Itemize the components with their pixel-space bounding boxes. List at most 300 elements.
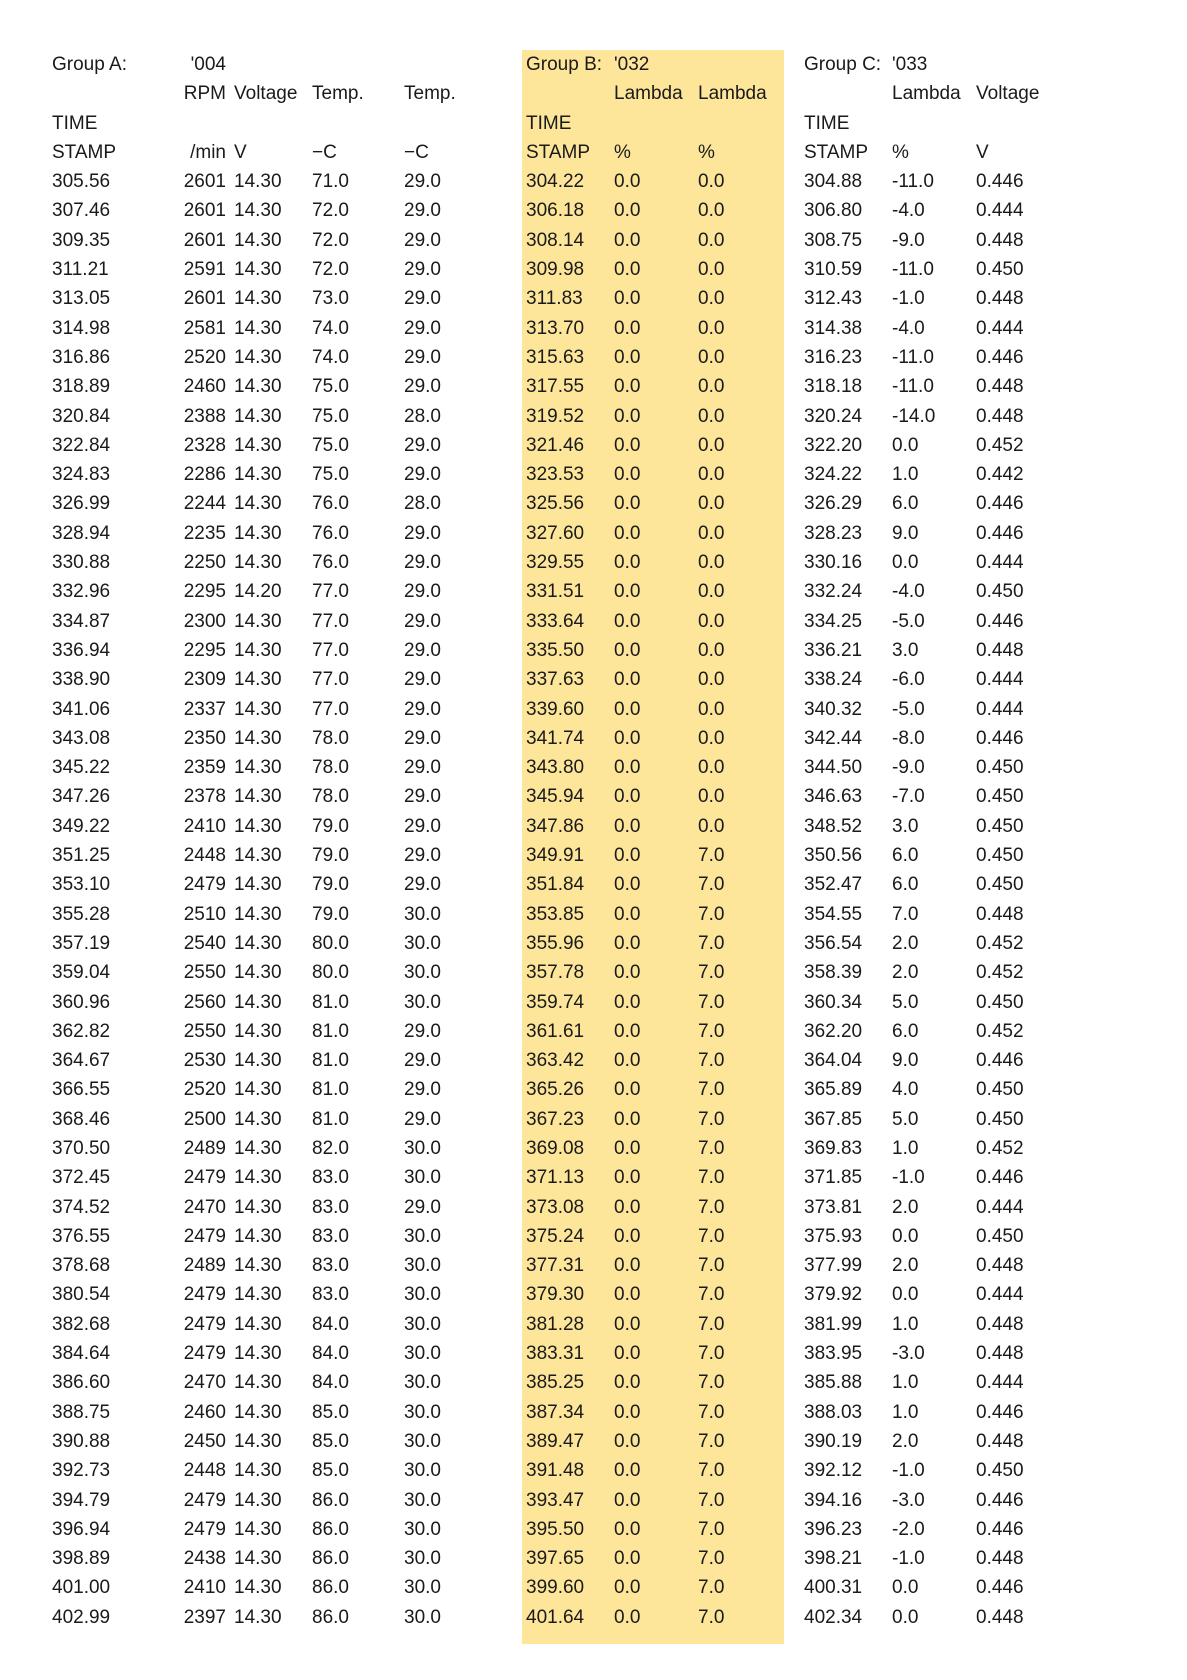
- table-cell: 2397: [183, 1606, 226, 1628]
- table-cell: 390.88: [52, 1430, 111, 1452]
- table-cell: 78.0: [312, 727, 349, 749]
- table-cell: -3.0: [892, 1343, 925, 1365]
- table-cell: 7.0: [698, 1284, 725, 1306]
- table-cell: 7.0: [698, 1255, 725, 1277]
- table-cell: 0.0: [698, 200, 725, 222]
- table-cell: 14.30: [234, 464, 282, 486]
- table-cell: 0.444: [976, 552, 1024, 574]
- table-cell: 2479: [183, 1343, 226, 1365]
- table-cell: 4.0: [892, 1079, 919, 1101]
- table-row: [522, 1515, 778, 1544]
- table-cell: 0.0: [892, 1606, 919, 1628]
- table-cell: 0.0: [614, 493, 641, 515]
- table-cell: 351.25: [52, 845, 111, 867]
- table-cell: 359.04: [52, 962, 111, 984]
- table-cell: 324.22: [804, 464, 863, 486]
- table-cell: 359.74: [526, 991, 585, 1013]
- table-row: [522, 841, 778, 870]
- table-cell: 2540: [183, 932, 226, 954]
- table-cell: 2510: [183, 903, 226, 925]
- table-cell: 339.60: [526, 698, 585, 720]
- table-cell: 0.0: [614, 1196, 641, 1218]
- table-cell: 362.20: [804, 1020, 863, 1042]
- table-cell: 0.448: [976, 376, 1024, 398]
- table-row: [522, 489, 778, 518]
- table-row: [522, 724, 778, 753]
- table-cell: 0.446: [976, 727, 1024, 749]
- table-cell: 2591: [183, 259, 226, 281]
- table-cell: 0.0: [614, 786, 641, 808]
- table-cell: 6.0: [892, 1020, 919, 1042]
- table-cell: 0.0: [614, 1430, 641, 1452]
- table-row: [522, 167, 778, 196]
- table-row: [48, 812, 488, 841]
- table-row: [800, 900, 1056, 929]
- table-cell: 82.0: [312, 1137, 349, 1159]
- table-cell: 373.81: [804, 1196, 863, 1218]
- table-cell: 363.42: [526, 1050, 585, 1072]
- table-cell: 14.30: [234, 1577, 282, 1599]
- table-cell: -5.0: [892, 698, 925, 720]
- table-cell: 0.0: [614, 1020, 641, 1042]
- table-row: [522, 402, 778, 431]
- table-cell: 2250: [183, 552, 226, 574]
- table-cell: 344.50: [804, 757, 863, 779]
- table-row: [522, 665, 778, 694]
- table-row: [800, 402, 1056, 431]
- table-cell: 2286: [183, 464, 226, 486]
- table-row: [48, 196, 488, 225]
- table-cell: 5.0: [892, 1108, 919, 1130]
- table-cell: 312.43: [804, 288, 863, 310]
- table-row: [522, 988, 778, 1017]
- table-cell: -4.0: [892, 581, 925, 603]
- table-row: [800, 636, 1056, 665]
- table-cell: -14.0: [892, 405, 936, 427]
- table-cell: 323.53: [526, 464, 585, 486]
- table-cell: 74.0: [312, 346, 349, 368]
- table-cell: 332.24: [804, 581, 863, 603]
- table-row: [522, 1573, 778, 1602]
- table-cell: 2560: [183, 991, 226, 1013]
- table-row: [48, 841, 488, 870]
- table-cell: 347.26: [52, 786, 111, 808]
- table-cell: 381.28: [526, 1313, 585, 1335]
- table-row: [800, 1222, 1056, 1251]
- table-cell: 0.444: [976, 1372, 1024, 1394]
- table-row: [48, 1544, 488, 1573]
- table-cell: 86.0: [312, 1489, 349, 1511]
- table-row: [522, 1163, 778, 1192]
- table-cell: 0.0: [698, 727, 725, 749]
- table-cell: 0.450: [976, 757, 1024, 779]
- table-row: [48, 284, 488, 313]
- table-cell: 365.89: [804, 1079, 863, 1101]
- table-cell: 0.452: [976, 932, 1024, 954]
- table-cell: 14.30: [234, 1430, 282, 1452]
- table-cell: 2479: [183, 1167, 226, 1189]
- table-cell: 7.0: [698, 1196, 725, 1218]
- table-row: [48, 372, 488, 401]
- table-cell: 0.450: [976, 991, 1024, 1013]
- table-cell: 0.0: [698, 259, 725, 281]
- table-cell: 322.20: [804, 434, 863, 456]
- table-cell: 30.0: [404, 903, 441, 925]
- table-cell: 7.0: [698, 1079, 725, 1101]
- header-cell: [308, 50, 400, 79]
- table-cell: 2520: [183, 346, 226, 368]
- table-cell: 6.0: [892, 493, 919, 515]
- table-cell: 0.0: [698, 610, 725, 632]
- table-cell: 0.0: [614, 552, 641, 574]
- table-cell: 2378: [183, 786, 226, 808]
- table-cell: 0.0: [614, 1343, 641, 1365]
- table-cell: 362.82: [52, 1020, 111, 1042]
- table-row: [48, 402, 488, 431]
- table-cell: 0.0: [892, 1577, 919, 1599]
- table-row: [522, 1105, 778, 1134]
- header-cell: STAMP: [526, 141, 591, 163]
- table-row: [800, 1251, 1056, 1280]
- table-cell: 7.0: [698, 932, 725, 954]
- table-cell: 386.60: [52, 1372, 111, 1394]
- table-cell: 14.30: [234, 1020, 282, 1042]
- table-cell: 0.450: [976, 1079, 1024, 1101]
- table-cell: 7.0: [698, 1430, 725, 1452]
- table-cell: 388.75: [52, 1401, 111, 1423]
- table-cell: 383.95: [804, 1343, 863, 1365]
- table-cell: 332.96: [52, 581, 111, 603]
- table-cell: 14.30: [234, 1196, 282, 1218]
- table-cell: 0.0: [698, 698, 725, 720]
- table-cell: 0.452: [976, 962, 1024, 984]
- table-cell: 14.30: [234, 1108, 282, 1130]
- table-cell: 383.31: [526, 1343, 585, 1365]
- table-cell: 29.0: [404, 1196, 441, 1218]
- table-cell: 2309: [183, 669, 226, 691]
- table-cell: 0.0: [614, 1079, 641, 1101]
- table-row: [522, 607, 778, 636]
- header-cell: %: [698, 141, 715, 163]
- table-cell: 7.0: [698, 1167, 725, 1189]
- table-cell: -4.0: [892, 317, 925, 339]
- table-cell: 337.63: [526, 669, 585, 691]
- table-cell: 7.0: [698, 991, 725, 1013]
- table-cell: 0.450: [976, 786, 1024, 808]
- table-cell: 2460: [183, 1401, 226, 1423]
- table-cell: 29.0: [404, 346, 441, 368]
- table-row: [48, 958, 488, 987]
- table-cell: 80.0: [312, 932, 349, 954]
- table-cell: 7.0: [698, 1548, 725, 1570]
- table-cell: 14.30: [234, 932, 282, 954]
- table-cell: 342.44: [804, 727, 863, 749]
- header-row: [522, 109, 778, 138]
- table-row: [800, 489, 1056, 518]
- table-cell: 14.30: [234, 727, 282, 749]
- table-row: [48, 1515, 488, 1544]
- table-cell: 0.0: [698, 581, 725, 603]
- table-cell: 14.30: [234, 786, 282, 808]
- table-row: [522, 753, 778, 782]
- table-cell: 72.0: [312, 200, 349, 222]
- table-cell: 7.0: [698, 1343, 725, 1365]
- table-cell: 30.0: [404, 1489, 441, 1511]
- table-cell: 14.30: [234, 200, 282, 222]
- table-row: [522, 1280, 778, 1309]
- table-row: [48, 870, 488, 899]
- table-row: [48, 753, 488, 782]
- header-row: [522, 138, 778, 167]
- table-cell: 6.0: [892, 845, 919, 867]
- header-cell: Temp.: [404, 83, 456, 105]
- table-cell: 0.0: [614, 1313, 641, 1335]
- table-cell: 30.0: [404, 1137, 441, 1159]
- table-cell: 29.0: [404, 522, 441, 544]
- table-cell: 372.45: [52, 1167, 111, 1189]
- header-cell: %: [892, 141, 909, 163]
- table-cell: 9.0: [892, 1050, 919, 1072]
- table-cell: 0.0: [698, 288, 725, 310]
- header-cell: %: [614, 141, 631, 163]
- table-cell: 0.0: [614, 346, 641, 368]
- table-cell: -11.0: [892, 376, 934, 398]
- table-cell: 29.0: [404, 845, 441, 867]
- table-cell: 304.22: [526, 171, 585, 193]
- header-cell: Temp.: [312, 83, 364, 105]
- table-cell: 330.88: [52, 552, 111, 574]
- table-cell: 29.0: [404, 610, 441, 632]
- table-cell: 0.0: [698, 229, 725, 251]
- table-cell: 2450: [183, 1430, 226, 1452]
- header-cell: [972, 50, 1056, 79]
- table-cell: 0.0: [614, 1401, 641, 1423]
- table-cell: 74.0: [312, 317, 349, 339]
- table-cell: 394.79: [52, 1489, 111, 1511]
- table-cell: 2328: [183, 434, 226, 456]
- table-row: [522, 1398, 778, 1427]
- header-row: [522, 79, 778, 108]
- table-cell: 390.19: [804, 1430, 863, 1452]
- table-cell: 0.446: [976, 1167, 1024, 1189]
- table-cell: 30.0: [404, 1167, 441, 1189]
- table-cell: 396.23: [804, 1518, 863, 1540]
- table-row: [800, 284, 1056, 313]
- table-row: [522, 929, 778, 958]
- table-cell: 0.0: [614, 1460, 641, 1482]
- table-cell: 313.70: [526, 317, 585, 339]
- table-cell: 14.30: [234, 376, 282, 398]
- table-cell: 355.96: [526, 932, 585, 954]
- table-cell: 14.30: [234, 610, 282, 632]
- table-row: [522, 1368, 778, 1397]
- table-cell: 30.0: [404, 1343, 441, 1365]
- table-row: [522, 1339, 778, 1368]
- header-cell: Voltage: [976, 83, 1040, 105]
- table-cell: 2520: [183, 1079, 226, 1101]
- table-cell: 369.83: [804, 1137, 863, 1159]
- table-row: [48, 1368, 488, 1397]
- table-cell: 14.30: [234, 493, 282, 515]
- table-cell: 30.0: [404, 932, 441, 954]
- table-cell: 75.0: [312, 434, 349, 456]
- table-cell: 29.0: [404, 1020, 441, 1042]
- table-cell: -5.0: [892, 610, 925, 632]
- table-cell: 7.0: [698, 1577, 725, 1599]
- table-cell: 0.0: [614, 376, 641, 398]
- table-row: [800, 1339, 1056, 1368]
- table-cell: -11.0: [892, 259, 934, 281]
- table-cell: 7.0: [698, 903, 725, 925]
- table-row: [800, 1193, 1056, 1222]
- table-cell: 0.450: [976, 1225, 1024, 1247]
- table-cell: 14.30: [234, 815, 282, 837]
- table-cell: 0.448: [976, 1606, 1024, 1628]
- table-cell: -8.0: [892, 727, 925, 749]
- table-cell: 0.0: [698, 171, 725, 193]
- table-cell: 0.450: [976, 581, 1024, 603]
- table-row: [800, 1017, 1056, 1046]
- table-row: [800, 1456, 1056, 1485]
- table-cell: 0.0: [614, 464, 641, 486]
- table-cell: 0.0: [614, 669, 641, 691]
- table-cell: 0.0: [614, 229, 641, 251]
- table-cell: 325.56: [526, 493, 585, 515]
- table-row: [800, 1544, 1056, 1573]
- table-cell: -1.0: [892, 1167, 925, 1189]
- table-cell: 349.22: [52, 815, 111, 837]
- table-cell: 370.50: [52, 1137, 111, 1159]
- table-cell: 81.0: [312, 991, 349, 1013]
- table-cell: 29.0: [404, 229, 441, 251]
- table-row: [800, 1134, 1056, 1163]
- table-cell: 395.50: [526, 1518, 585, 1540]
- table-row: [48, 900, 488, 929]
- table-cell: 77.0: [312, 610, 349, 632]
- table-cell: 0.0: [698, 522, 725, 544]
- table-cell: 2489: [183, 1255, 226, 1277]
- table-row: [800, 314, 1056, 343]
- table-row: [522, 1603, 778, 1632]
- table-cell: 14.30: [234, 757, 282, 779]
- table-row: [48, 1603, 488, 1632]
- table-cell: 84.0: [312, 1343, 349, 1365]
- table-row: [522, 431, 778, 460]
- table-cell: 0.448: [976, 1313, 1024, 1335]
- table-row: [800, 724, 1056, 753]
- table-row: [522, 900, 778, 929]
- table-cell: 353.10: [52, 874, 111, 896]
- table-cell: 72.0: [312, 229, 349, 251]
- header-row: [800, 50, 1056, 79]
- table-cell: 14.30: [234, 698, 282, 720]
- table-row: [800, 665, 1056, 694]
- table-cell: 0.0: [614, 317, 641, 339]
- table-cell: 0.0: [614, 171, 641, 193]
- table-cell: 0.0: [614, 932, 641, 954]
- table-cell: 392.12: [804, 1460, 863, 1482]
- table-cell: 7.0: [698, 1050, 725, 1072]
- header-cell: '033: [892, 54, 928, 75]
- table-cell: 397.65: [526, 1548, 585, 1570]
- table-cell: 0.0: [698, 434, 725, 456]
- table-cell: 0.448: [976, 639, 1024, 661]
- table-cell: 1.0: [892, 1401, 919, 1423]
- table-cell: 30.0: [404, 962, 441, 984]
- table-row: [800, 870, 1056, 899]
- table-cell: 0.0: [698, 815, 725, 837]
- table-cell: 86.0: [312, 1518, 349, 1540]
- table-row: [48, 489, 488, 518]
- table-cell: 0.452: [976, 1020, 1024, 1042]
- table-cell: 349.91: [526, 845, 585, 867]
- table-cell: 29.0: [404, 698, 441, 720]
- table-cell: 327.60: [526, 522, 585, 544]
- table-cell: 85.0: [312, 1401, 349, 1423]
- header-row: [800, 79, 1056, 108]
- table-cell: 0.452: [976, 434, 1024, 456]
- table-cell: 0.444: [976, 200, 1024, 222]
- table-cell: 2410: [183, 1577, 226, 1599]
- table-cell: 387.34: [526, 1401, 585, 1423]
- table-cell: 14.30: [234, 1137, 282, 1159]
- table-cell: -9.0: [892, 229, 925, 251]
- group-b-table: [522, 50, 784, 1644]
- table-cell: 80.0: [312, 962, 349, 984]
- table-cell: 1.0: [892, 1137, 919, 1159]
- table-cell: 368.46: [52, 1108, 111, 1130]
- table-cell: 0.0: [614, 1548, 641, 1570]
- table-cell: 72.0: [312, 259, 349, 281]
- table-cell: 14.30: [234, 1225, 282, 1247]
- table-cell: 0.0: [892, 434, 919, 456]
- table-cell: 376.55: [52, 1225, 111, 1247]
- header-cell: Group A:: [52, 54, 127, 75]
- table-row: [800, 929, 1056, 958]
- table-cell: 0.444: [976, 669, 1024, 691]
- table-cell: 377.31: [526, 1255, 585, 1277]
- table-cell: 7.0: [698, 1313, 725, 1335]
- table-cell: 29.0: [404, 874, 441, 896]
- table-cell: 7.0: [698, 1518, 725, 1540]
- table-cell: 9.0: [892, 522, 919, 544]
- table-row: [48, 1251, 488, 1280]
- table-cell: 14.30: [234, 552, 282, 574]
- table-row: [48, 1193, 488, 1222]
- table-cell: 0.0: [892, 1284, 919, 1306]
- header-cell: V: [976, 141, 989, 163]
- table-cell: 0.0: [614, 1255, 641, 1277]
- table-cell: 336.94: [52, 639, 111, 661]
- table-cell: 0.444: [976, 1196, 1024, 1218]
- header-cell: [400, 109, 488, 138]
- table-cell: 2410: [183, 815, 226, 837]
- table-row: [522, 1427, 778, 1456]
- table-cell: 29.0: [404, 1050, 441, 1072]
- header-cell: [522, 79, 610, 108]
- table-cell: -11.0: [892, 171, 934, 193]
- group-a-table: [48, 50, 488, 1632]
- table-cell: 320.24: [804, 405, 863, 427]
- table-cell: 2448: [183, 1460, 226, 1482]
- table-cell: 336.21: [804, 639, 863, 661]
- table-cell: 329.55: [526, 552, 585, 574]
- table-cell: 1.0: [892, 464, 919, 486]
- table-cell: 0.442: [976, 464, 1024, 486]
- table-cell: 0.0: [614, 434, 641, 456]
- table-cell: 2359: [183, 757, 226, 779]
- table-cell: 2601: [183, 229, 226, 251]
